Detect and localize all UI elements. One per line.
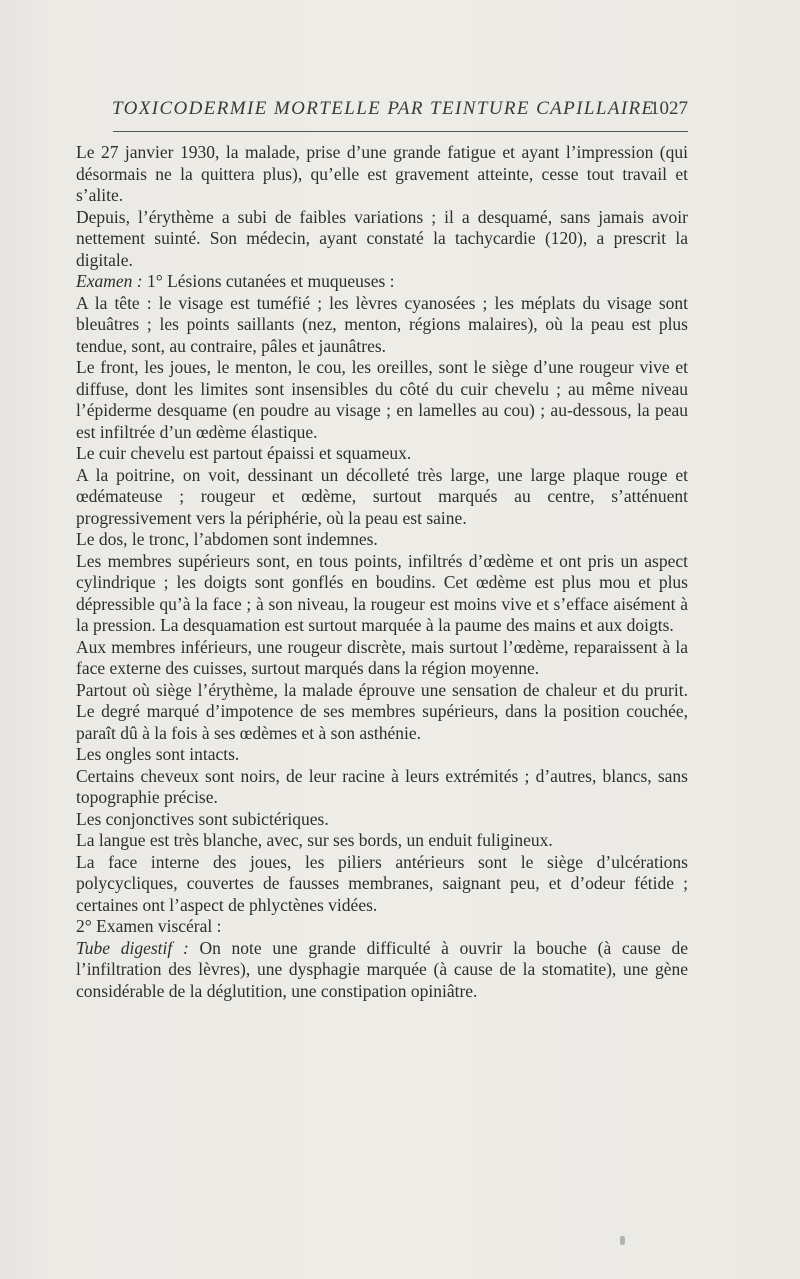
paragraph: Les membres supérieurs sont, en tous points, infiltrés d’œdème et ont pris un aspect cylindrique ; les doigts sont gonflés en boudins. Cet œdème est plus mou et plus dépressible qu’à la face ; à son niveau, la rougeur est moins vive et s’efface aisément à la pression. La desquamation est surtout marquée à la paume des mains et aux doigts. <box>76 550 688 635</box>
paragraph: A la poitrine, on voit, dessinant un décolleté très large, une large plaque rouge et œdémateuse ; rougeur et œdème, surtout marqués au centre, s’atténuent progressivement vers la périphérie, où la peau est saine. <box>76 464 688 528</box>
section-lead: Tube digestif : <box>76 937 189 958</box>
page-header <box>76 98 688 126</box>
ink-speck <box>620 1236 625 1245</box>
paragraph: Le cuir chevelu est partout épaissi et squameux. <box>76 443 412 463</box>
paragraph: Les conjonctives sont subictériques. <box>76 808 329 829</box>
paragraph: Le front, les joues, le menton, le cou, les oreilles, sont le siège d’une rougeur vive et diffuse, dont les limites sont insensibles du côté du cuir chevelu ; au même niveau l’épiderme desquame (en poudre au visage ; en lamelles au cou) ; au-dessous, la peau est infiltrée d’un œdème élastique. <box>76 357 688 442</box>
paragraph: La face interne des joues, les piliers antérieurs sont le siège d’ulcérations polycycliques, couvertes de fausses membranes, saignant peu, et d’odeur fétide ; certaines ont l’aspect de phlyctènes vidées. <box>76 851 688 915</box>
paragraph: 2° Examen viscéral : <box>76 916 222 936</box>
header-rule <box>113 131 688 132</box>
paragraph: Partout où siège l’érythème, la malade éprouve une sensation de chaleur et du prurit. Le degré marqué d’impotence de ses membres supérieurs, dans la position couchée, paraît dû à la fois à ses œdèmes et à son asthénie. <box>76 679 688 743</box>
paragraph: Depuis, l’érythème a subi de faibles variations ; il a desquamé, sans jamais avoir nettement suinté. Son médecin, ayant constaté la tachycardie (120), a prescrit la digitale. <box>76 206 688 270</box>
paragraph: Tube digestif : On note une grande difficulté à ouvrir la bouche (à cause de l’infiltration des lèvres), une dysphagie marquée (à cause de la stomatite), une gène considérable de la déglutition, une constipation opiniâtre. <box>76 937 688 1001</box>
paragraph: Examen : 1° Lésions cutanées et muqueuses : <box>76 271 395 291</box>
paragraph: A la tête : le visage est tuméfié ; les lèvres cyanosées ; les méplats du visage sont bleuâtres ; les points saillants (nez, menton, régions malaires), où la peau est plus tendue, sont, au contraire, pâles et jaunâtres. <box>76 292 688 356</box>
paragraph: Le 27 janvier 1930, la malade, prise d’une grande fatigue et ayant l’impression (qui désormais ne la quittera plus), qu’elle est gravement atteinte, cesse tout travail et s’alite. <box>76 142 688 205</box>
paragraph: Aux membres inférieurs, une rougeur discrète, mais surtout l’œdème, reparaissent à la face externe des cuisses, surtout marqués dans la région moyenne. <box>76 636 688 678</box>
paragraph: Les ongles sont intacts. <box>76 744 240 764</box>
paragraph: La langue est très blanche, avec, sur ses bords, un enduit fuligineux. <box>76 830 553 850</box>
page-number: 1027 <box>650 98 688 119</box>
paragraph: Le dos, le tronc, l’abdomen sont indemnes. <box>76 529 378 549</box>
section-lead: Examen : <box>76 271 143 291</box>
paragraph: Certains cheveux sont noirs, de leur racine à leurs extrémités ; d’autres, blancs, sans topographie précise. <box>76 765 688 807</box>
running-title: TOXICODERMIE MORTELLE PAR TEINTURE CAPILLAIRE <box>112 98 655 119</box>
body-text <box>76 142 688 1002</box>
